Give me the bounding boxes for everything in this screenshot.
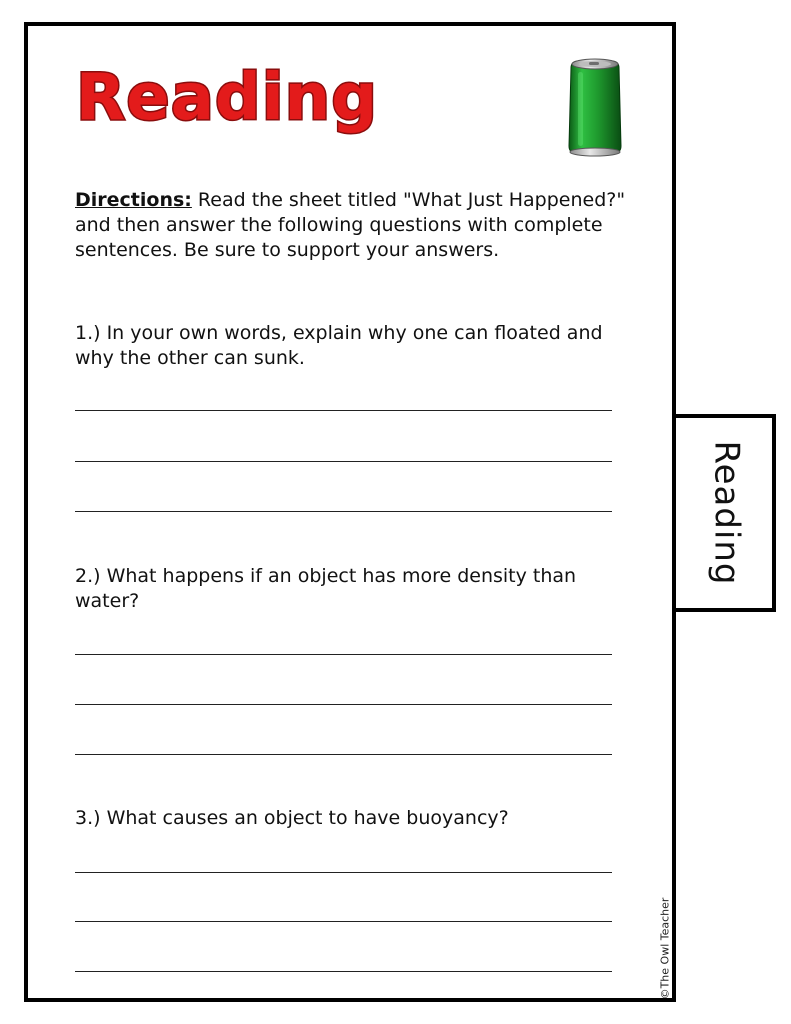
answer-line-q2-b[interactable] bbox=[75, 704, 612, 705]
worksheet-page bbox=[24, 22, 676, 1002]
directions-text: Read the sheet titled "What Just Happened?" and then answer the following questions with complete sentences. Be sure to support your answers. bbox=[75, 189, 626, 261]
soda-can-icon bbox=[565, 56, 625, 158]
directions-block bbox=[75, 188, 635, 263]
answer-line-q1-a[interactable] bbox=[75, 410, 612, 411]
question-2: 2.) What happens if an object has more density than water? bbox=[75, 565, 577, 612]
credit-text: ©The Owl Teacher bbox=[658, 897, 672, 999]
answer-line-q1-c[interactable] bbox=[75, 511, 612, 512]
copyright-credit bbox=[650, 897, 680, 999]
answer-line-q2-a[interactable] bbox=[75, 654, 612, 655]
answer-line-q3-a[interactable] bbox=[75, 872, 612, 873]
answer-line-q3-b[interactable] bbox=[75, 921, 612, 922]
answer-line-q2-c[interactable] bbox=[75, 754, 612, 755]
answer-line-q3-c[interactable] bbox=[75, 971, 612, 972]
directions-label: Directions: bbox=[75, 189, 192, 211]
question-1: 1.) In your own words, explain why one can floated and why the other can sunk. bbox=[75, 322, 603, 369]
question-3: 3.) What causes an object to have buoyancy? bbox=[75, 807, 509, 829]
tab-label-text: Reading bbox=[706, 440, 747, 586]
answer-line-q1-b[interactable] bbox=[75, 461, 612, 462]
folder-tab-label bbox=[686, 430, 766, 596]
page-title: Reading bbox=[76, 61, 378, 135]
